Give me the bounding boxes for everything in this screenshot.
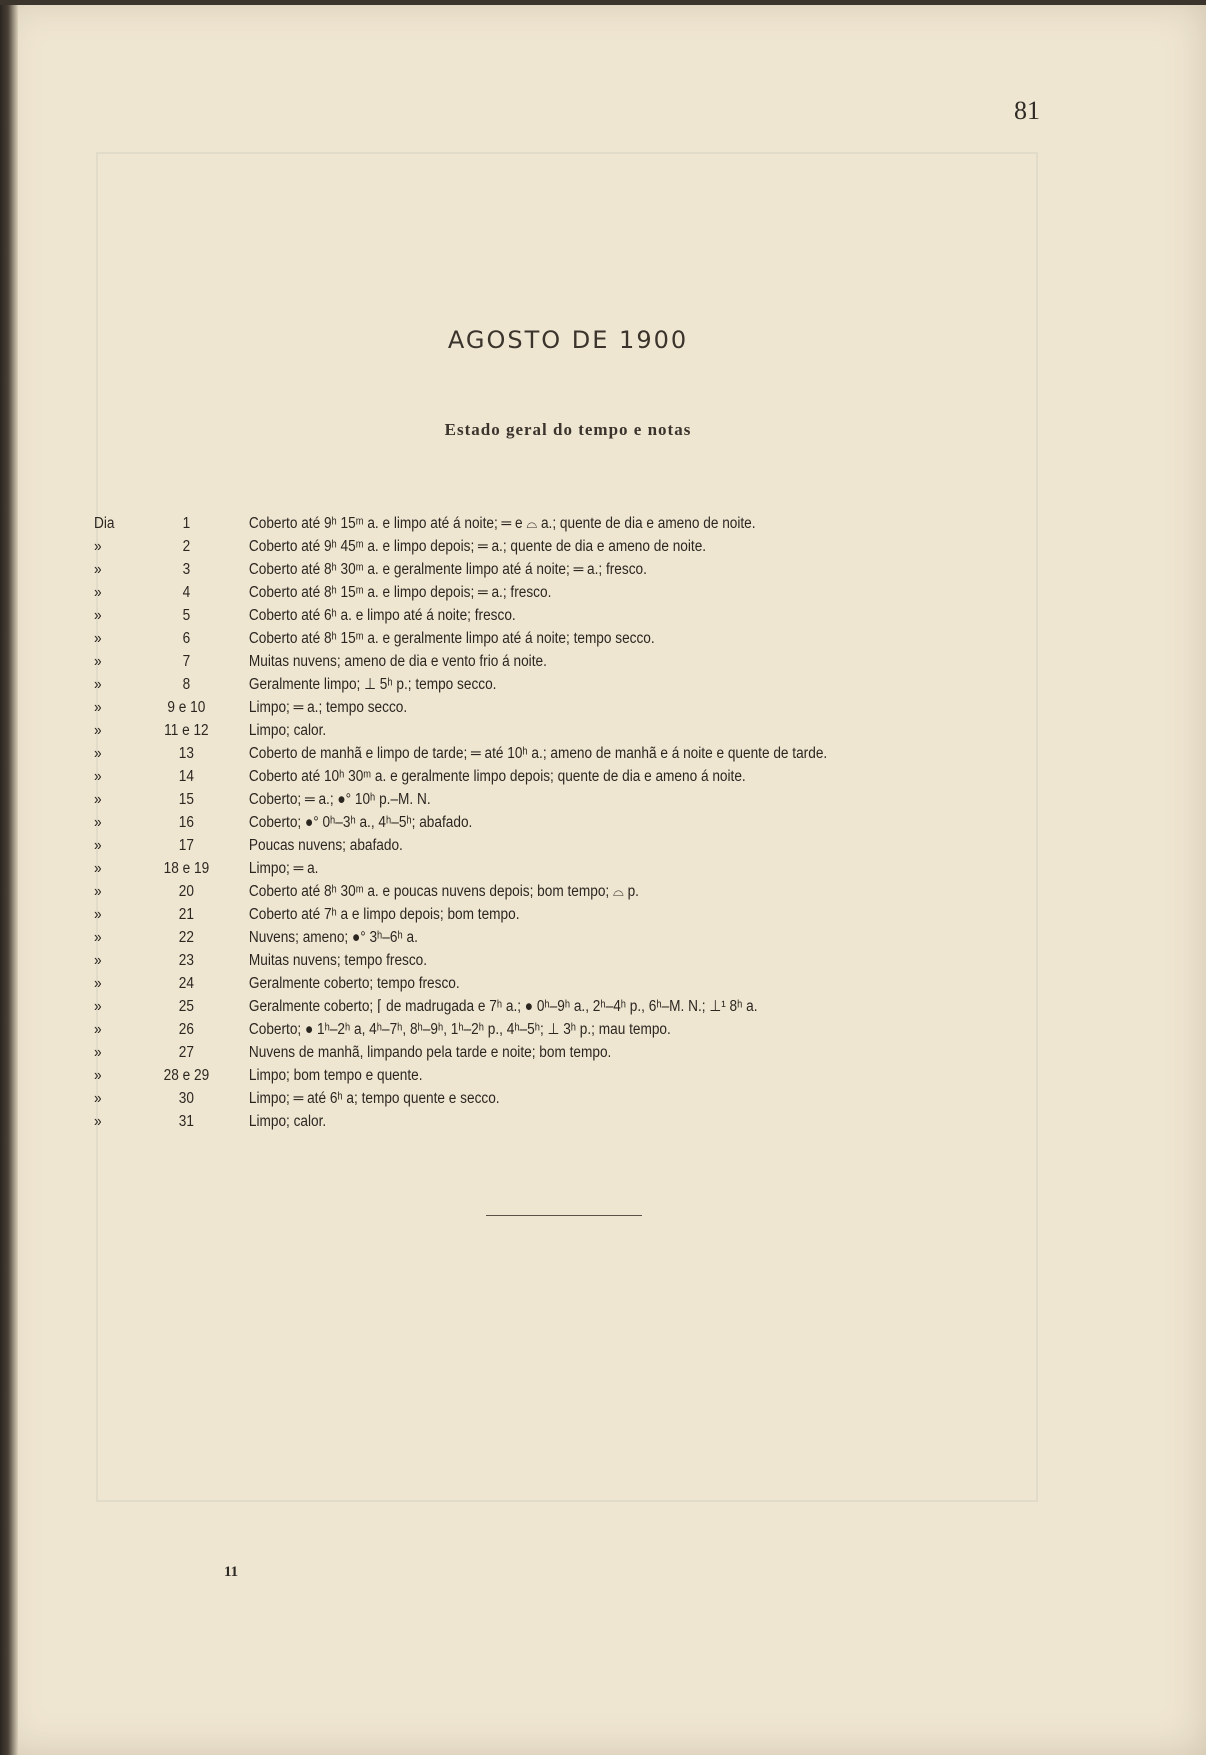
day-number: 30: [178, 1090, 194, 1107]
day-prefix: »: [94, 860, 102, 877]
weather-note: Coberto até 7ʰ a e limpo depois; bom tempo.: [248, 906, 520, 923]
weather-note: Limpo; ═ até 6ʰ a; tempo quente e secco.: [248, 1090, 500, 1107]
day-number: 22: [178, 929, 194, 946]
page-title: AGOSTO DE 1900: [447, 326, 689, 354]
day-prefix: »: [94, 837, 102, 854]
day-number: 1: [182, 515, 191, 532]
day-prefix: »: [94, 814, 102, 831]
weather-note: Limpo; calor.: [248, 1113, 327, 1130]
list-item: [94, 765, 912, 788]
day-number: 21: [178, 906, 194, 923]
closing-rule: [486, 1215, 642, 1216]
list-item: [94, 857, 912, 880]
day-number: 18 e 19: [163, 860, 210, 877]
day-prefix: »: [94, 745, 102, 762]
day-prefix: »: [94, 1021, 102, 1038]
day-prefix: »: [94, 952, 102, 969]
list-item: [94, 788, 912, 811]
day-prefix: »: [94, 653, 102, 670]
signature-number: 11: [224, 1564, 239, 1580]
weather-note: Coberto até 9ʰ 45ᵐ a. e limpo depois; ═ a.; quente de dia e ameno de noite.: [248, 538, 707, 555]
list-item: [94, 926, 912, 949]
day-number: 15: [178, 791, 194, 808]
day-prefix: »: [94, 929, 102, 946]
day-prefix: »: [94, 1067, 102, 1084]
day-prefix: »: [94, 676, 102, 693]
weather-note: Nuvens de manhã, limpando pela tarde e noite; bom tempo.: [248, 1044, 612, 1061]
day-prefix: »: [94, 906, 102, 923]
list-item: [94, 995, 912, 1018]
day-prefix: »: [94, 1044, 102, 1061]
day-number: 7: [182, 653, 191, 670]
weather-note: Coberto; ═ a.; ●° 10ʰ p.–M. N.: [248, 791, 431, 808]
day-prefix: »: [94, 1090, 102, 1107]
day-prefix: »: [94, 630, 102, 647]
day-prefix: »: [94, 1113, 102, 1130]
list-item: [94, 742, 912, 765]
weather-note: Coberto; ●° 0ʰ–3ʰ a., 4ʰ–5ʰ; abafado.: [248, 814, 473, 831]
list-item: [94, 604, 912, 627]
weather-note: Poucas nuvens; abafado.: [248, 837, 403, 854]
day-number: 25: [178, 998, 194, 1015]
day-prefix: »: [94, 998, 102, 1015]
day-number: 8: [182, 676, 191, 693]
day-number: 27: [178, 1044, 194, 1061]
weather-note: Coberto até 9ʰ 15ᵐ a. e limpo até á noite; ═ e ⌓ a.; quente de dia e ameno de noite.: [248, 515, 756, 532]
list-item: [94, 1087, 912, 1110]
list-item: [94, 880, 912, 903]
list-item: [94, 811, 912, 834]
weather-note: Limpo; calor.: [248, 722, 327, 739]
list-item: [94, 650, 912, 673]
day-number: 2: [182, 538, 191, 555]
list-item: [94, 949, 912, 972]
weather-note: Geralmente limpo; ⊥ 5ʰ p.; tempo secco.: [248, 676, 497, 693]
page-number: 81: [1014, 96, 1040, 125]
weather-note: Muitas nuvens; tempo fresco.: [248, 952, 428, 969]
weather-note: Limpo; ═ a.; tempo secco.: [248, 699, 408, 716]
list-item: [94, 903, 912, 926]
list-item: [94, 834, 912, 857]
weather-note: Coberto até 6ʰ a. e limpo até á noite; fresco.: [248, 607, 516, 624]
day-number: 17: [178, 837, 194, 854]
day-number: 31: [178, 1113, 194, 1130]
weather-notes-list: [94, 512, 1024, 1133]
weather-note: Coberto; ● 1ʰ–2ʰ a, 4ʰ–7ʰ, 8ʰ–9ʰ, 1ʰ–2ʰ p., 4ʰ–5ʰ; ⊥ 3ʰ p.; mau tempo.: [248, 1021, 671, 1038]
weather-note: Limpo; ═ a.: [248, 860, 319, 877]
list-item: [94, 1110, 912, 1133]
day-prefix: »: [94, 584, 102, 601]
list-item: [94, 696, 912, 719]
day-number: 3: [182, 561, 191, 578]
weather-note: Limpo; bom tempo e quente.: [248, 1067, 423, 1084]
day-prefix: »: [94, 699, 102, 716]
day-number: 26: [178, 1021, 194, 1038]
weather-note: Coberto de manhã e limpo de tarde; ═ até 10ʰ a.; ameno de manhã e á noite e quente de tarde.: [248, 745, 828, 762]
weather-note: Geralmente coberto; tempo fresco.: [248, 975, 460, 992]
list-item: [94, 581, 912, 604]
day-prefix: »: [94, 883, 102, 900]
day-prefix: »: [94, 791, 102, 808]
weather-note: Geralmente coberto; ⌈ de madrugada e 7ʰ a.; ● 0ʰ–9ʰ a., 2ʰ–4ʰ p., 6ʰ–M. N.; ⊥¹ 8ʰ a.: [248, 998, 758, 1015]
day-prefix: »: [94, 768, 102, 785]
day-number: 4: [182, 584, 191, 601]
weather-note: Coberto até 8ʰ 15ᵐ a. e geralmente limpo até á noite; tempo secco.: [248, 630, 655, 647]
day-number: 9 e 10: [167, 699, 206, 716]
weather-note: Nuvens; ameno; ●° 3ʰ–6ʰ a.: [248, 929, 418, 946]
day-prefix: »: [94, 561, 102, 578]
top-edge: [0, 0, 1206, 5]
list-item: [94, 972, 912, 995]
list-item: [94, 1018, 912, 1041]
day-number: 5: [182, 607, 191, 624]
weather-note: Muitas nuvens; ameno de dia e vento frio á noite.: [248, 653, 547, 670]
day-number: 23: [178, 952, 194, 969]
day-number: 13: [178, 745, 194, 762]
day-number: 14: [178, 768, 194, 785]
list-item: [94, 558, 912, 581]
day-number: 20: [178, 883, 194, 900]
weather-note: Coberto até 10ʰ 30ᵐ a. e geralmente limpo depois; quente de dia e ameno á noite.: [248, 768, 746, 785]
day-number: 24: [178, 975, 194, 992]
list-item: [94, 1064, 912, 1087]
list-item: [94, 512, 912, 535]
day-number: 28 e 29: [163, 1067, 210, 1084]
day-prefix: Dia: [94, 515, 115, 532]
list-item: [94, 535, 912, 558]
weather-note: Coberto até 8ʰ 15ᵐ a. e limpo depois; ═ a.; fresco.: [248, 584, 552, 601]
day-prefix: »: [94, 975, 102, 992]
day-number: 6: [182, 630, 191, 647]
list-item: [94, 719, 912, 742]
list-item: [94, 1041, 912, 1064]
weather-note: Coberto até 8ʰ 30ᵐ a. e poucas nuvens depois; bom tempo; ⌓ p.: [248, 883, 639, 900]
page-subtitle: Estado geral do tempo e notas: [444, 420, 692, 439]
list-item: [94, 673, 912, 696]
binding-edge: [0, 0, 18, 1755]
weather-note: Coberto até 8ʰ 30ᵐ a. e geralmente limpo até á noite; ═ a.; fresco.: [248, 561, 647, 578]
day-prefix: »: [94, 722, 102, 739]
list-item: [94, 627, 912, 650]
day-number: 16: [178, 814, 194, 831]
day-prefix: »: [94, 607, 102, 624]
day-number: 11 e 12: [164, 722, 209, 739]
day-prefix: »: [94, 538, 102, 555]
